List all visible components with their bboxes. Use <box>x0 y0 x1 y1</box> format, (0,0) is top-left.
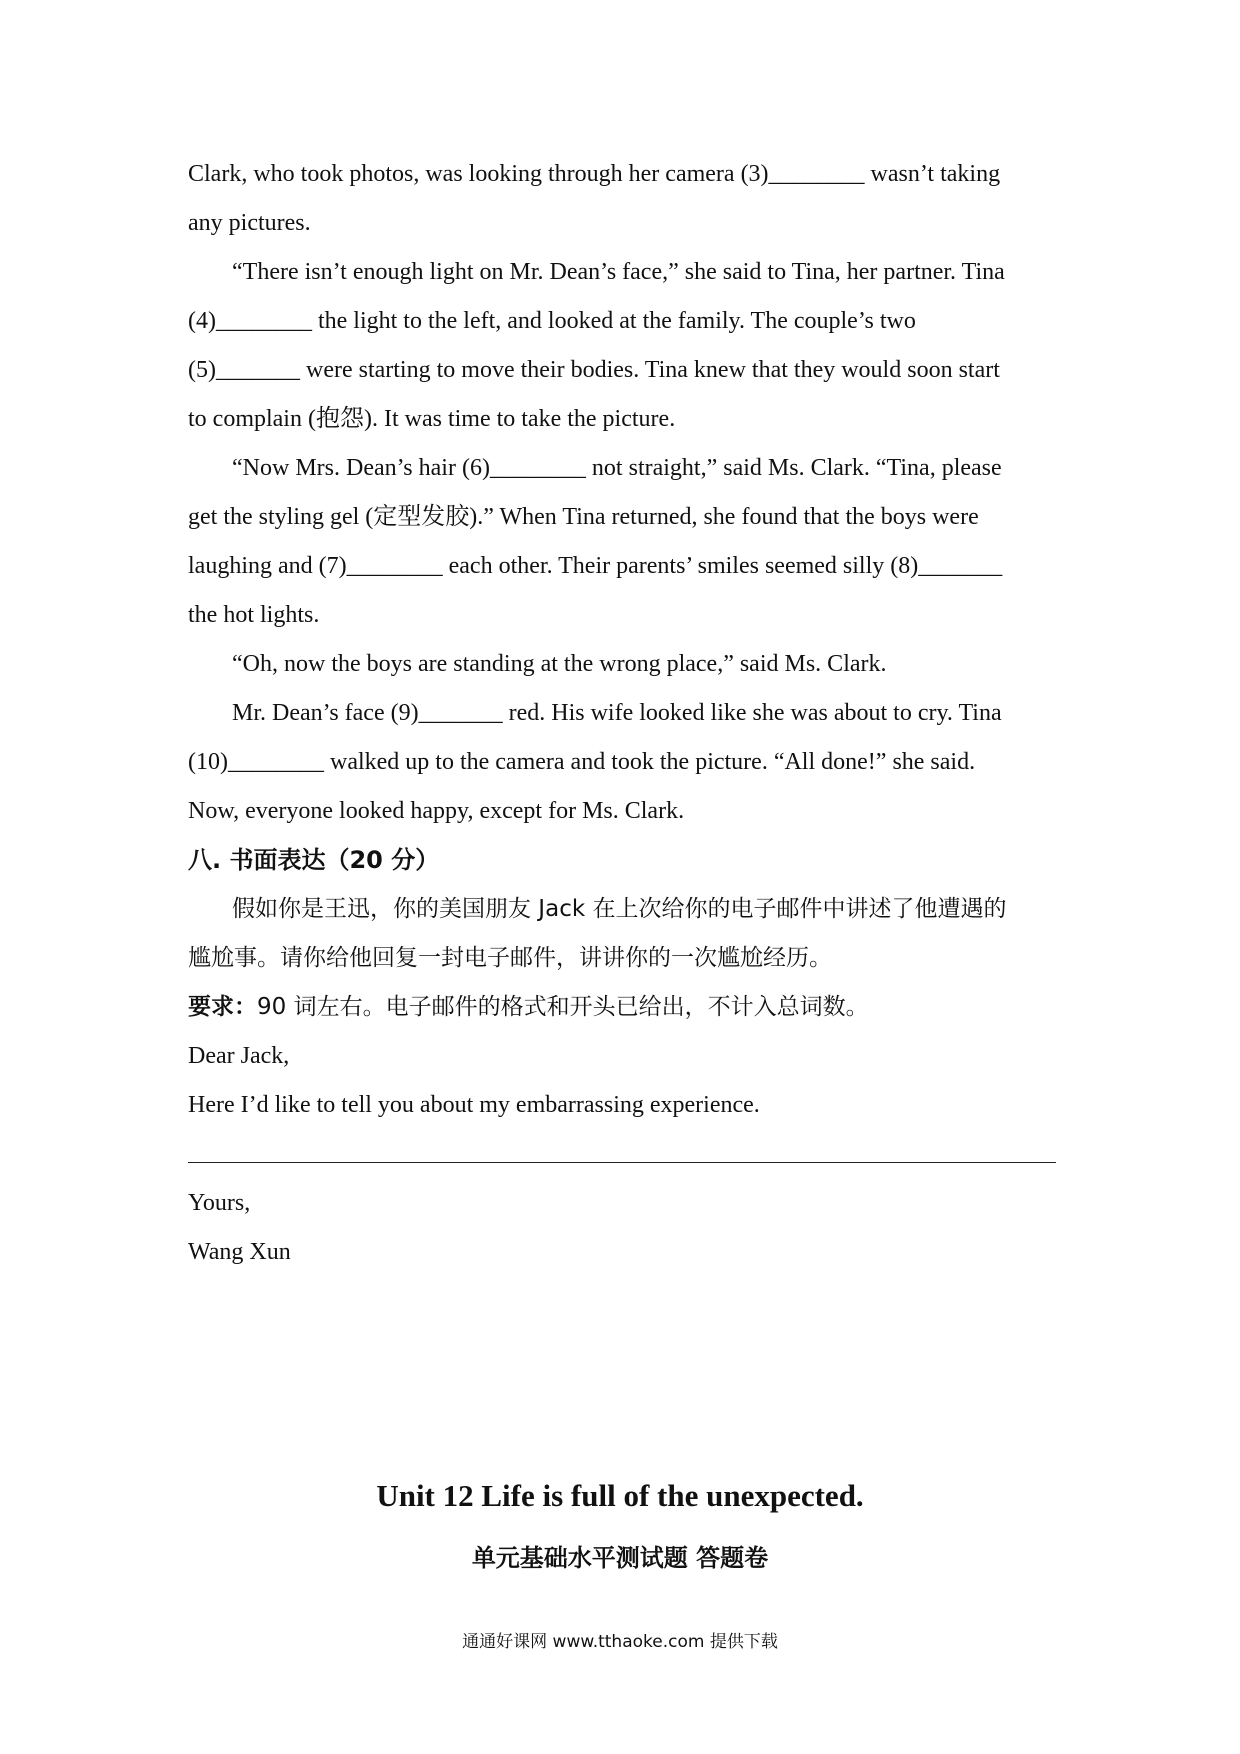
email-opening: Here I’d like to tell you about my embarrassing experience. <box>188 1092 760 1118</box>
passage-line: the hot lights. <box>188 602 320 628</box>
passage-line: get the styling gel (定型发胶).” When Tina returned, she found that the boys were <box>188 504 979 530</box>
passage-line: “Now Mrs. Dean’s hair (6)________ not straight,” said Ms. Clark. “Tina, please <box>232 455 1002 481</box>
page-footer: 通通好课网 www.tthaoke.com 提供下载 <box>462 1632 778 1652</box>
email-signature: Wang Xun <box>188 1239 291 1265</box>
passage-paragraph-1 <box>188 150 1063 248</box>
passage-line: Now, everyone looked happy, except for Ms. Clark. <box>188 798 685 824</box>
passage-line: “There isn’t enough light on Mr. Dean’s face,” she said to Tina, her partner. Tina <box>232 259 1005 285</box>
requirement-row <box>188 983 1063 1032</box>
passage-line: (4)________ the light to the left, and looked at the family. The couple’s two <box>188 308 916 334</box>
passage-line: Mr. Dean’s face (9)_______ red. His wife looked like she was about to cry. Tina <box>232 700 1002 726</box>
answer-sheet-subtitle: 单元基础水平测试题 答题卷 <box>471 1544 769 1572</box>
passage-paragraph-4 <box>188 640 1063 689</box>
requirement-label: 要求： <box>188 994 257 1020</box>
passage-line: (10)________ walked up to the camera and took the picture. “All done!” she said. <box>188 749 976 775</box>
passage-line: “Oh, now the boys are standing at the wrong place,” said Ms. Clark. <box>232 651 887 677</box>
passage-line: Clark, who took photos, was looking through her camera (3)________ wasn’t taking <box>188 161 1001 187</box>
writing-section-heading: 八. 书面表达（20 分） <box>188 846 440 874</box>
email-body <box>188 1032 1063 1130</box>
passage-line: laughing and (7)________ each other. Their parents’ smiles seemed silly (8)_______ <box>188 553 1003 579</box>
writing-prompt-line: 尴尬事。请你给他回复一封电子邮件，讲讲你的一次尴尬经历。 <box>188 945 832 971</box>
writing-prompt-line: 假如你是王迅，你的美国朋友 Jack 在上次给你的电子邮件中讲述了他遭遇的 <box>232 896 1007 922</box>
passage-paragraph-5 <box>188 689 1063 836</box>
writing-requirement <box>188 983 1063 1032</box>
answer-writing-line <box>188 1162 1056 1163</box>
requirement-text: 90 词左右。电子邮件的格式和开头已给出，不计入总词数。 <box>257 994 869 1020</box>
passage-line: (5)_______ were starting to move their bodies. Tina knew that they would soon start <box>188 357 1000 383</box>
passage-paragraph-2 <box>188 248 1063 444</box>
email-greeting: Dear Jack, <box>188 1043 290 1069</box>
passage-line: any pictures. <box>188 210 311 236</box>
passage-paragraph-3 <box>188 444 1063 640</box>
passage-line: to complain (抱怨). It was time to take the picture. <box>188 406 676 432</box>
answer-sheet-title: Unit 12 Life is full of the unexpected. <box>376 1478 864 1513</box>
email-closing-block <box>188 1179 1063 1277</box>
writing-prompt <box>188 885 1063 983</box>
email-closing: Yours, <box>188 1190 251 1216</box>
